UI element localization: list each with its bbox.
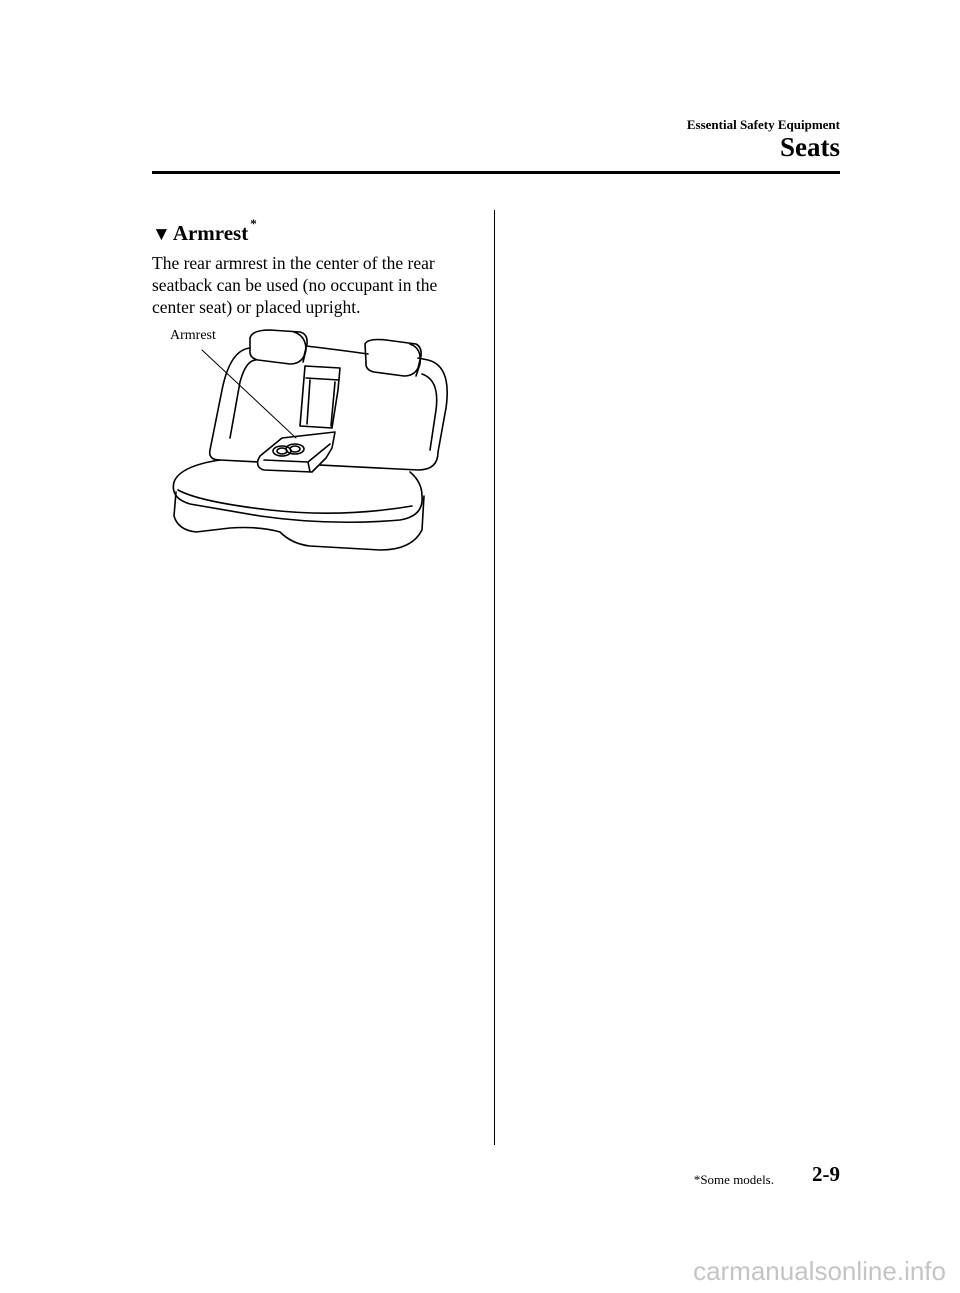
rear-seat-illustration bbox=[160, 320, 470, 560]
section-title: Essential Safety Equipment bbox=[686, 117, 840, 132]
armrest-heading bbox=[152, 216, 257, 246]
armrest-heading-text: Armrest bbox=[172, 221, 249, 245]
footnote bbox=[694, 1172, 774, 1188]
armrest-callout-label: Armrest bbox=[170, 328, 216, 343]
column-divider bbox=[494, 210, 495, 1145]
body-line: The rear armrest in the center of the rear bbox=[152, 253, 435, 273]
body-line: center seat) or placed upright. bbox=[152, 297, 361, 317]
armrest-description bbox=[152, 252, 482, 318]
page-title: Seats bbox=[780, 132, 840, 162]
footnote-mark: * bbox=[693, 1172, 701, 1187]
body-line: seatback can be used (no occupant in the bbox=[152, 275, 438, 295]
page-number: 2-9 bbox=[812, 1162, 840, 1186]
footnote-text: Some models. bbox=[700, 1172, 774, 1187]
header-rule bbox=[152, 171, 840, 174]
triangle-marker-icon: ▼ bbox=[152, 224, 171, 245]
asterisk-mark: * bbox=[250, 216, 257, 231]
watermark: carmanualsonline.info bbox=[693, 1256, 946, 1286]
